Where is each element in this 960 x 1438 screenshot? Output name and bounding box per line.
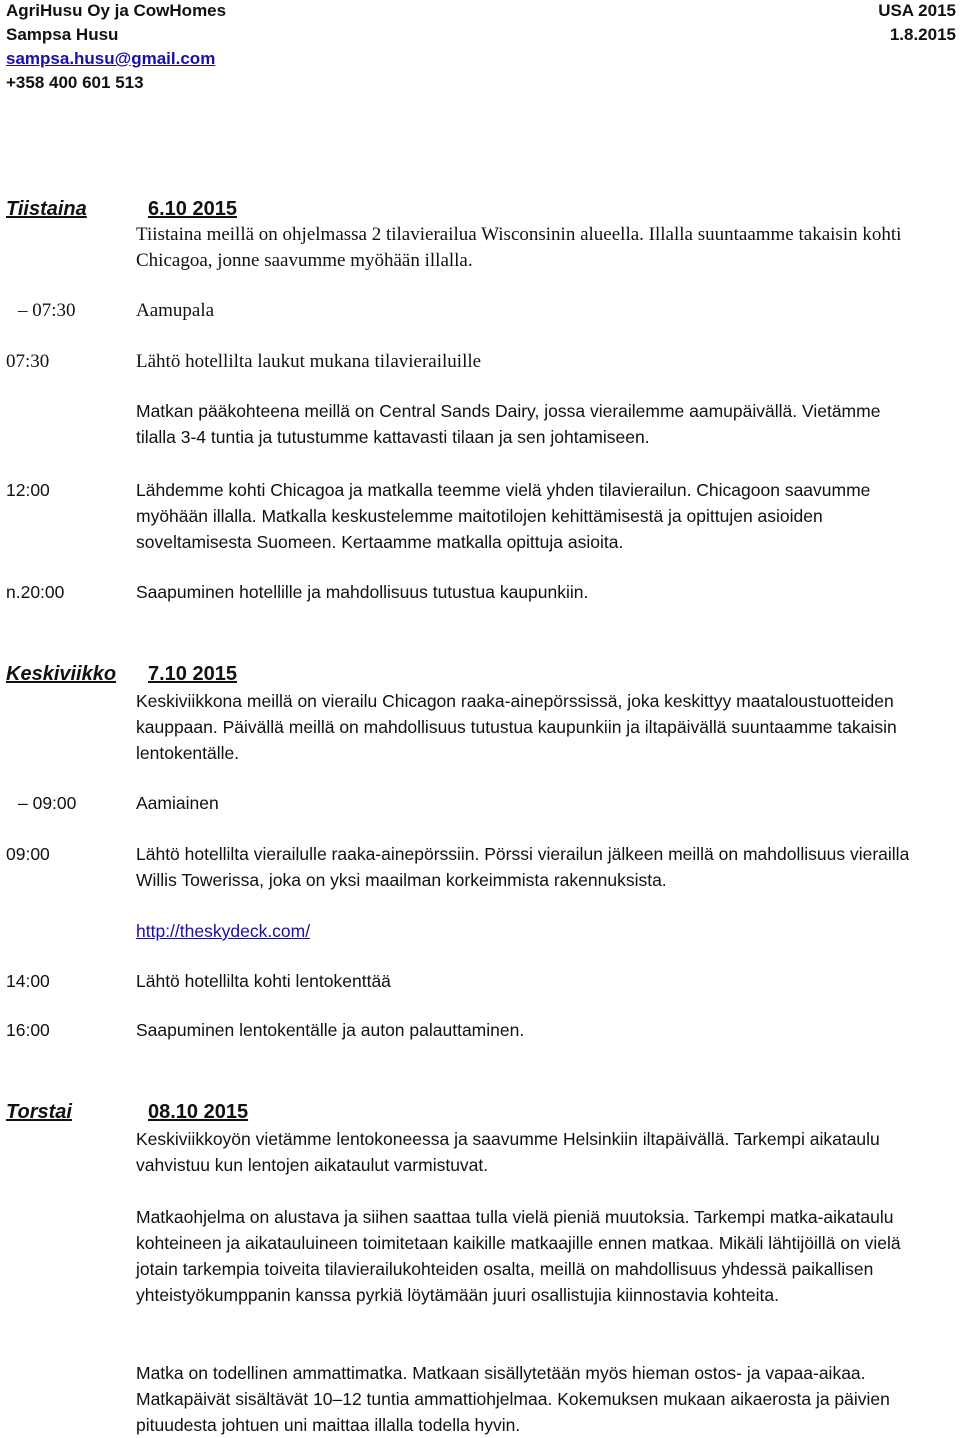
day-name: Tiistaina	[6, 198, 87, 220]
day-date-tuesday	[148, 196, 237, 222]
wednesday-intro: Keskiviikkona meillä on vierailu Chicagon raaka-ainepörssissä, joka keskittyy maataloustuotteiden kauppaan. Päivällä meillä on mahdollisuus tutustua kaupunkiin ja iltapäivällä suuntaamme takaisin lentokentälle.	[136, 691, 897, 763]
day-name: Keskiviikko	[6, 663, 117, 685]
trip-title: USA 2015	[878, 1, 956, 20]
time-label: 14:00	[6, 971, 50, 991]
thursday-paragraph: Keskiviikkoyön vietämme lentokoneessa ja saavumme Helsinkiin iltapäivällä. Tarkempi aikataulu vahvistuu kun lentojen aikataulut varmistuvat.	[136, 1129, 880, 1175]
time-label: 07:30	[6, 351, 50, 372]
schedule-text: Lähdemme kohti Chicagoa ja matkalla teemme vielä yhden tilavierailun. Chicagoon saavumme myöhään illalla. Matkalla keskustelemme maitotilojen kehittämisestä ja opittujen asioiden soveltamisesta Suomeen. Kertaamme matkalla opittuja asioita.	[136, 480, 871, 552]
schedule-text: Aamiainen	[136, 793, 219, 813]
day-date: 08.10 2015	[148, 1101, 249, 1123]
schedule-text: Matkan pääkohteena meillä on Central Sands Dairy, jossa vierailemme aamupäivällä. Vietämme tilalla 3-4 tuntia ja tutustumme kattavasti tilaan ja sen johtamiseen.	[136, 401, 881, 447]
thursday-paragraph: Matkaohjelma on alustava ja siihen saattaa tulla vielä pieniä muutoksia. Tarkempi matka-aikataulu kohteineen ja aikatauluineen toimitetaan kaikille matkaajille ennen matkaa. Mikäli lähtijöillä on vielä jotain tarkempia toiveita tilavierailukohteiden osalta, meillä on mahdollisuus yhdessä paikallisen yhteistyökumppanin kanssa pyrkiä löytämään juuri osallistujia kiinnostavia kohteita.	[136, 1207, 901, 1305]
time-label: – 07:30	[18, 300, 76, 321]
schedule-text: Saapuminen lentokentälle ja auton palauttaminen.	[136, 1020, 525, 1040]
schedule-text: Saapuminen hotellille ja mahdollisuus tutustua kaupunkiin.	[136, 582, 589, 602]
schedule-text: Lähtö hotellilta laukut mukana tilavierailuille	[136, 351, 482, 372]
skydeck-link[interactable]: http://theskydeck.com/	[136, 921, 311, 941]
day-date-thursday	[148, 1099, 248, 1125]
time-label: 09:00	[6, 844, 50, 864]
company-name: AgriHusu Oy ja CowHomes	[6, 1, 227, 20]
schedule-text: Aamupala	[136, 300, 215, 321]
time-label: n.20:00	[6, 582, 65, 602]
day-heading-wednesday	[6, 661, 116, 687]
day-heading-tuesday	[6, 196, 87, 222]
author-name: Sampsa Husu	[6, 25, 119, 44]
time-label: 16:00	[6, 1020, 50, 1040]
time-label: 12:00	[6, 480, 50, 500]
day-name: Torstai	[6, 1101, 72, 1123]
day-heading-thursday	[6, 1099, 72, 1125]
day-date: 6.10 2015	[148, 198, 237, 220]
schedule-text: Lähtö hotellilta vierailulle raaka-ainepörssiin. Pörssi vierailun jälkeen meillä on mahdollisuus vierailla Willis Towerissa, joka on yksi maailman korkeimmista rakennuksista.	[136, 844, 910, 890]
phone-number: +358 400 601 513	[6, 73, 144, 92]
document-date: 1.8.2015	[889, 25, 956, 44]
day-date-wednesday	[148, 661, 237, 687]
schedule-text: Lähtö hotellilta kohti lentokenttää	[136, 971, 391, 991]
email-link[interactable]: sampsa.husu@gmail.com	[6, 49, 216, 68]
time-label: – 09:00	[18, 793, 77, 813]
day-date: 7.10 2015	[148, 663, 237, 685]
tuesday-intro: Tiistaina meillä on ohjelmassa 2 tilavierailua Wisconsinin alueella. Illalla suuntaamme takaisin kohti Chicagoa, jonne saavumme myöhään illalla.	[136, 224, 902, 271]
thursday-paragraph: Matka on todellinen ammattimatka. Matkaan sisällytetään myös hieman ostos- ja vapaa-aikaa. Matkapäivät sisältävät 10–12 tuntia ammattiohjelmaa. Kokemuksen mukaan aikaerosta ja päivien pituudesta johtuen uni maittaa illalla todella hyvin.	[136, 1363, 890, 1435]
